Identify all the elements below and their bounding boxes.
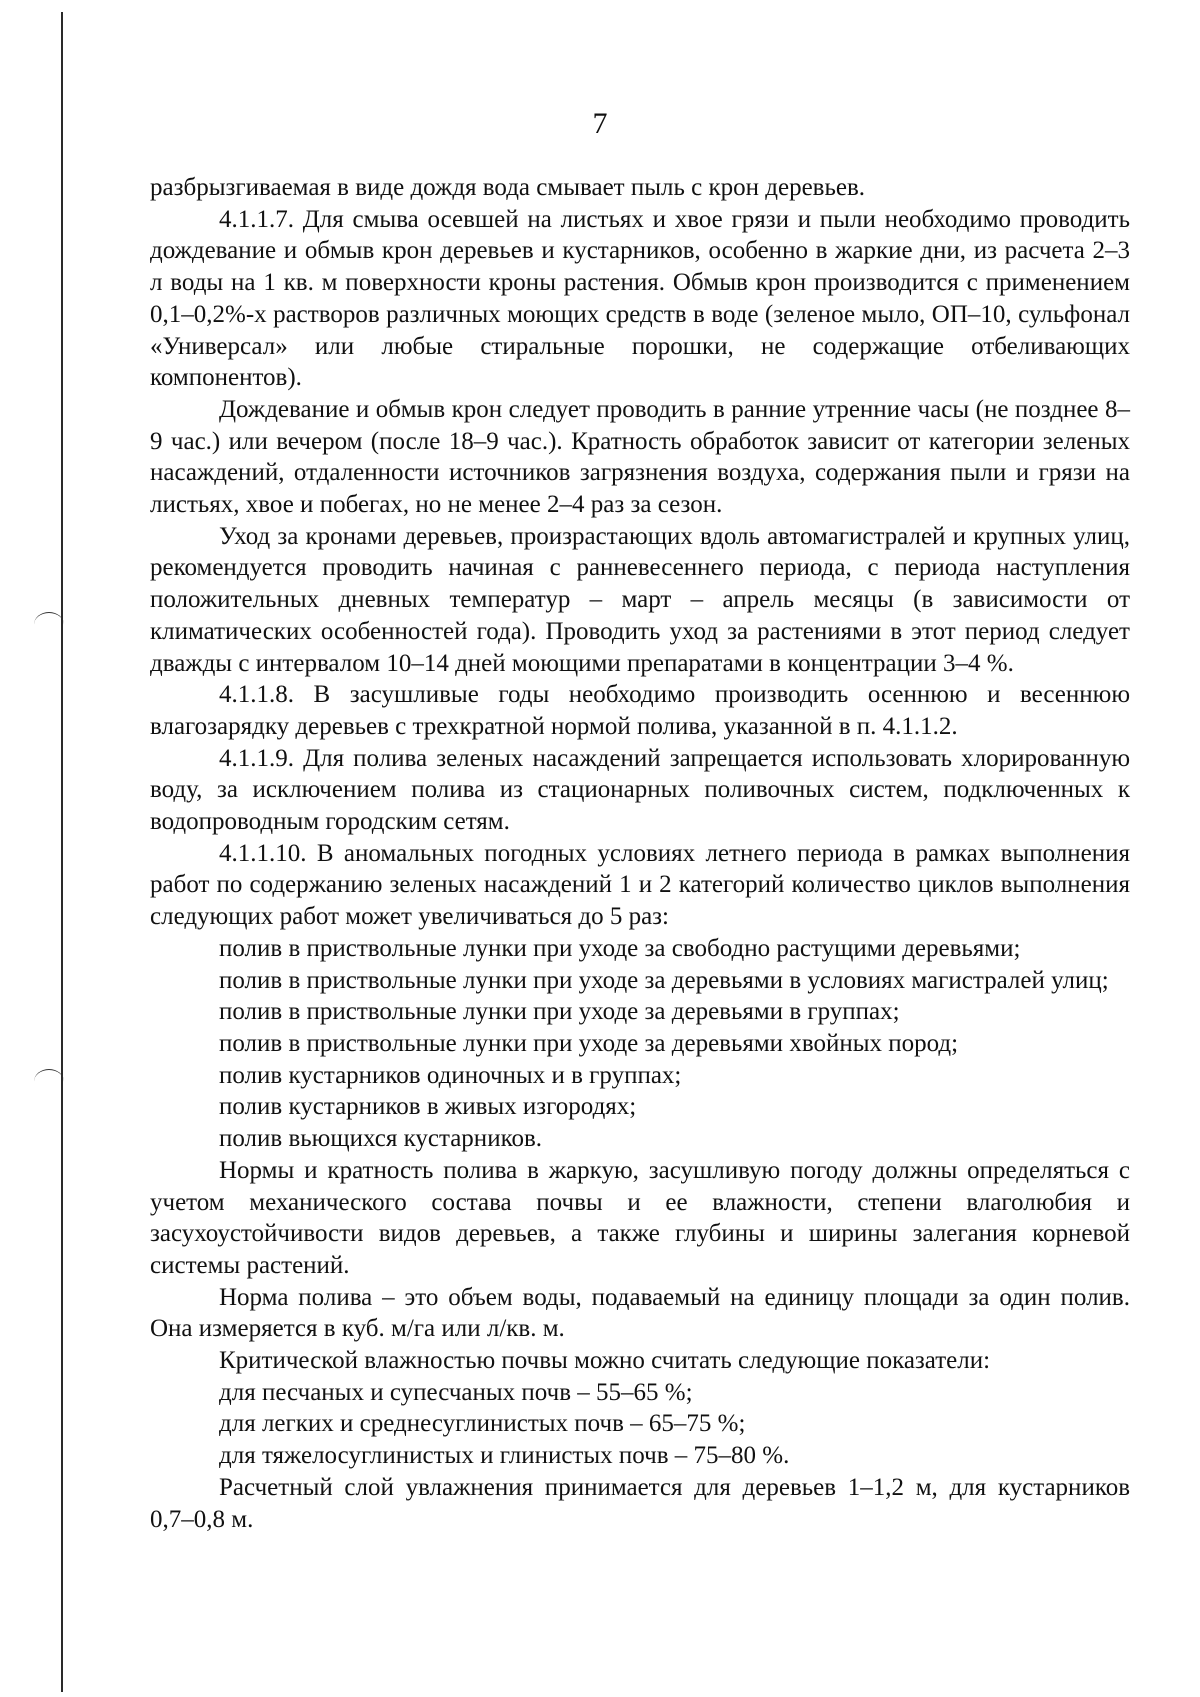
list-item: полив в приствольные лунки при уходе за деревьями в условиях магистралей улиц; [219, 966, 1109, 994]
paragraph: Дождевание и обмыв крон следует проводить в ранние утренние часы (не позднее 8–9 час.) или вечером (после 18–9 час.). Кратность обработок зависит от категории зеленых насаждений, отдаленности источников загрязнения воздуха, содержания пыли и грязи на листьях, хвое и побегах, но не менее 2–4 раз за сезон. [150, 395, 1130, 519]
paragraph: 4.1.1.8. В засушливые годы необходимо производить осеннюю и весеннюю влагозарядку деревьев с трехкратной нормой полива, указанной в п. 4.1.1.2. [150, 681, 1130, 740]
list-item: для легких и среднесуглинистых почв – 65–75 %; [219, 1410, 746, 1438]
punch-hole-mark [34, 612, 64, 627]
list-item: полив в приствольные лунки при уходе за свободно растущими деревьями; [219, 934, 1021, 962]
list-item: для песчаных и супесчаных почв – 55–65 %; [219, 1378, 693, 1406]
list-item: полив вьющихся кустарников. [219, 1125, 542, 1153]
list-item: полив кустарников одиночных и в группах; [219, 1061, 682, 1089]
paragraph: Расчетный слой увлажнения принимается для деревьев 1–1,2 м, для кустарников 0,7–0,8 м. [150, 1473, 1130, 1533]
list-item: полив кустарников в живых изгородях; [219, 1093, 637, 1121]
paragraph: Норма полива – это объем воды, подаваемый на единицу площади за один полив. Она измеряется в куб. м/га или л/кв. м. [150, 1283, 1130, 1343]
paragraph: 4.1.1.9. Для полива зеленых насаждений запрещается использовать хлорированную воду, за исключением полива из стационарных поливочных систем, подключенных к водопроводным городским сетям. [150, 744, 1130, 836]
paragraph: разбрызгиваемая в виде дождя вода смывает пыль с крон деревьев. [150, 174, 866, 201]
page-number: 7 [592, 107, 608, 140]
paragraph: Критической влажностью почвы можно считать следующие показатели: [219, 1347, 991, 1375]
paragraph: Нормы и кратность полива в жаркую, засушливую погоду должны определяться с учетом механического состава почвы и ее влажности, степени влаголюбия и засухоустойчивости видов деревьев, а также глубины и ширины залегания корневой системы растений. [150, 1156, 1130, 1279]
list-item: полив в приствольные лунки при уходе за деревьями в группах; [219, 998, 900, 1026]
list-item: полив в приствольные лунки при уходе за деревьями хвойных пород; [219, 1029, 959, 1057]
binding-margin-line [61, 12, 63, 1692]
paragraph: 4.1.1.7. Для смыва осевшей на листьях и хвое грязи и пыли необходимо проводить дождевание и обмыв крон деревьев и кустарников, особенно в жаркие дни, из расчета 2–3 л воды на 1 кв. м поверхности кроны растения. Обмыв крон производится с применением 0,1–0,2%-х растворов различных моющих средств в воде (зеленое мыло, ОП–10, сульфонал «Универсал» или любые стиральные порошки, не содержащие отбеливающих компонентов). [150, 205, 1130, 392]
punch-hole-mark [34, 1069, 64, 1084]
document-body [150, 172, 1130, 1535]
paragraph: Уход за кронами деревьев, произрастающих вдоль автомагистралей и крупных улиц, рекомендуется проводить начиная с ранневесеннего периода, с периода наступления положительных дневных температур – март – апрель месяцы (в зависимости от климатических особенностей года). Проводить уход за растениями в этот период следует дважды с интервалом 10–14 дней моющими препаратами в концентрации 3–4 %. [150, 522, 1130, 677]
list-item: для тяжелосуглинистых и глинистых почв – 75–80 %. [219, 1442, 790, 1470]
paragraph: 4.1.1.10. В аномальных погодных условиях летнего периода в рамках выполнения работ по содержанию зеленых насаждений 1 и 2 категорий количество циклов выполнения следующих работ может увеличиваться до 5 раз: [150, 839, 1130, 931]
